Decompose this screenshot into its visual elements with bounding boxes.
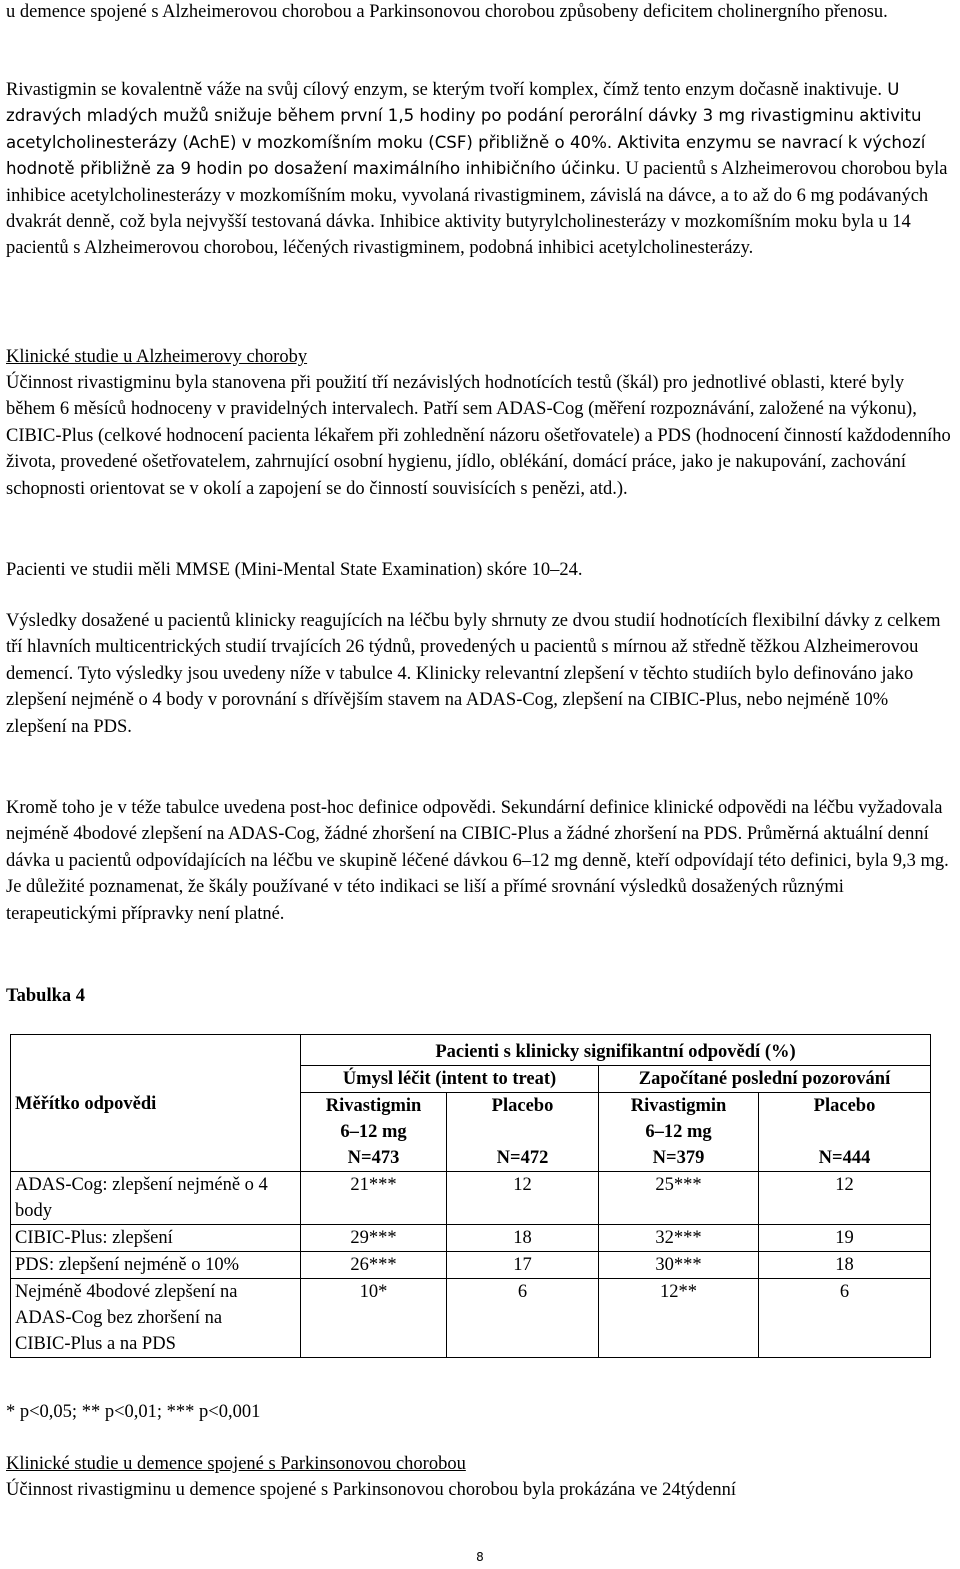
heading-parkinson-studies: Klinické studie u demence spojené s Parkinsonovou chorobou: [6, 1454, 466, 1474]
posthoc-paragraph: Kromě toho je v téže tabulce uvedena post-hoc definice odpovědi. Sekundární definice klinické odpovědi na léčbu vyžadovala nejméně 4bodové zlepšení na ADAS-Cog, žádné zhoršení na CIBIC-Plus a žádné zhoršení na PDS. Průměrná aktuální denní dávka u pacientů odpovídajících na léčbu ve skupině léčené dávkou 6–12 mg denně, kteří odpovídají této definici, byla 9,3 mg. Je důležité poznamenat, že škály používané v této indikaci se liší a přímé srovnání výsledků dosažených různými terapeutickými přípravky není platné.: [6, 798, 949, 924]
cell-value: 19: [759, 1225, 931, 1252]
rivastigmin-seg2: U zdravých mladých mužů snižuje během první 1,5 hodiny po podání perorální dávky 3 mg rivastigminu aktivitu acetylcholinesterázy (AchE) v mozkomíšním moku (CSF) přibližně o 40%. Aktivita enzymu se navrací k výchozí hodnotě přibližně za 9 hodin po dosažení maximálního inhibičního účinku.: [6, 80, 926, 179]
efficacy-paragraph: Účinnost rivastigminu byla stanovena při použití tří nezávislých hodnotících testů (škál) pro jednotlivé oblasti, které byly během 6 měsíců hodnoceny v pravidelných intervalech. Patří sem ADAS-Cog (měření rozpoznávání, založené na výkonu), CIBIC-Plus (celkové hodnocení pacienta lékařem při zohlednění názoru ošetřovatele) a PDS (hodnocení činností každodenního života, provedené ošetřovatelem, zahrnující osobní hygienu, jídlo, oblékání, domácí práce, jako je nakupování, zachování schopnosti orientovat se v okolí a zapojení se do činností souvisících s penězi, atd.).: [6, 373, 951, 499]
page-number: 8: [476, 1550, 484, 1564]
cell-value: 10*: [301, 1279, 447, 1358]
row-label: Nejméně 4bodové zlepšení na ADAS-Cog bez zhoršení na CIBIC-Plus a na PDS: [11, 1279, 301, 1358]
header-itt: Úmysl léčit (intent to treat): [301, 1066, 599, 1093]
cell-value: 18: [447, 1225, 599, 1252]
heading-alzheimer-studies: Klinické studie u Alzheimerovy choroby: [6, 347, 308, 367]
col-placebo-itt: Placebo N=472: [447, 1093, 599, 1172]
cell-value: 12: [447, 1172, 599, 1225]
cell-value: 32***: [599, 1225, 759, 1252]
parkinson-paragraph: Účinnost rivastigminu u demence spojené s Parkinsonovou chorobou byla prokázána ve 24týdenní: [6, 1480, 737, 1500]
cell-value: 17: [447, 1252, 599, 1279]
cell-value: 12**: [599, 1279, 759, 1358]
table-row: [11, 1279, 931, 1358]
table-footnote: * p<0,05; ** p<0,01; *** p<0,001: [6, 1402, 261, 1422]
table-row: [11, 1225, 931, 1252]
results-table: [10, 1034, 931, 1358]
empty-corner-cell: [11, 1035, 301, 1066]
cell-value: 6: [447, 1279, 599, 1358]
cell-value: 29***: [301, 1225, 447, 1252]
cell-value: 26***: [301, 1252, 447, 1279]
header-locf: Započítané poslední pozorování: [599, 1066, 931, 1093]
table-row: [11, 1172, 931, 1225]
header-measure-cell: [11, 1066, 301, 1172]
cell-value: 30***: [599, 1252, 759, 1279]
results-paragraph: Výsledky dosažené u pacientů klinicky reagujících na léčbu byly shrnuty ze dvou studií hodnotících flexibilní dávky z celkem tří hlavních multicentrických studií trvajících 26 týdnů, provedených u pacientů s mírnou až středně těžkou Alzheimerovou demencí. Tyto výsledky jsou uvedeny níže v tabulce 4. Klinicky relevantní zlepšení v těchto studiích bylo definováno jako zlepšení nejméně o 4 body v porovnání s dřívějším stavem na ADAS-Cog, zlepšení na CIBIC-Plus, nebo nejméně 10% zlepšení na PDS.: [6, 611, 941, 737]
mmse-paragraph: Pacienti ve studii měli MMSE (Mini-Mental State Examination) skóre 10–24.: [6, 560, 583, 580]
rivastigmin-seg1: Rivastigmin se kovalentně váže na svůj cílový enzym, se kterým tvoří komplex, čímž tento enzym dočasně inaktivuje.: [6, 80, 882, 100]
cell-value: 21***: [301, 1172, 447, 1225]
rivastigmin-paragraph: [6, 77, 954, 262]
row-label: ADAS-Cog: zlepšení nejméně o 4 body: [11, 1172, 301, 1225]
cell-value: 6: [759, 1279, 931, 1358]
cell-value: 25***: [599, 1172, 759, 1225]
col-riva-itt: Rivastigmin 6–12 mg N=473: [301, 1093, 447, 1172]
row-label: CIBIC-Plus: zlepšení: [11, 1225, 301, 1252]
row-label: PDS: zlepšení nejméně o 10%: [11, 1252, 301, 1279]
cell-value: 12: [759, 1172, 931, 1225]
table-title: Tabulka 4: [6, 986, 86, 1006]
header-measure: Měřítko odpovědi: [15, 1094, 157, 1115]
intro-continuation: u demence spojené s Alzheimerovou chorobou a Parkinsonovou chorobou způsobeny deficitem cholinergního přenosu.: [6, 2, 888, 22]
col-riva-locf: Rivastigmin 6–12 mg N=379: [599, 1093, 759, 1172]
rivastigmin-seg3: U pacientů s Alzheimerovou chorobou byla inhibice acetylcholinesterázy v mozkomíšním moku, vyvolaná rivastigminem, závislá na dávce, a to až do 6 mg podávaných dvakrát denně, což byla nejvyšší testovaná dávka. Inhibice aktivity butyrylcholinesterázy v mozkomíšním moku byla u 14 pacientů s Alzheimerovou chorobou, léčených rivastigminem, podobná inhibici acetylcholinesterázy.: [6, 159, 948, 259]
header-responders: Pacienti s klinicky signifikantní odpovědí (%): [301, 1035, 931, 1066]
col-placebo-locf: Placebo N=444: [759, 1093, 931, 1172]
cell-value: 18: [759, 1252, 931, 1279]
table-row: [11, 1252, 931, 1279]
